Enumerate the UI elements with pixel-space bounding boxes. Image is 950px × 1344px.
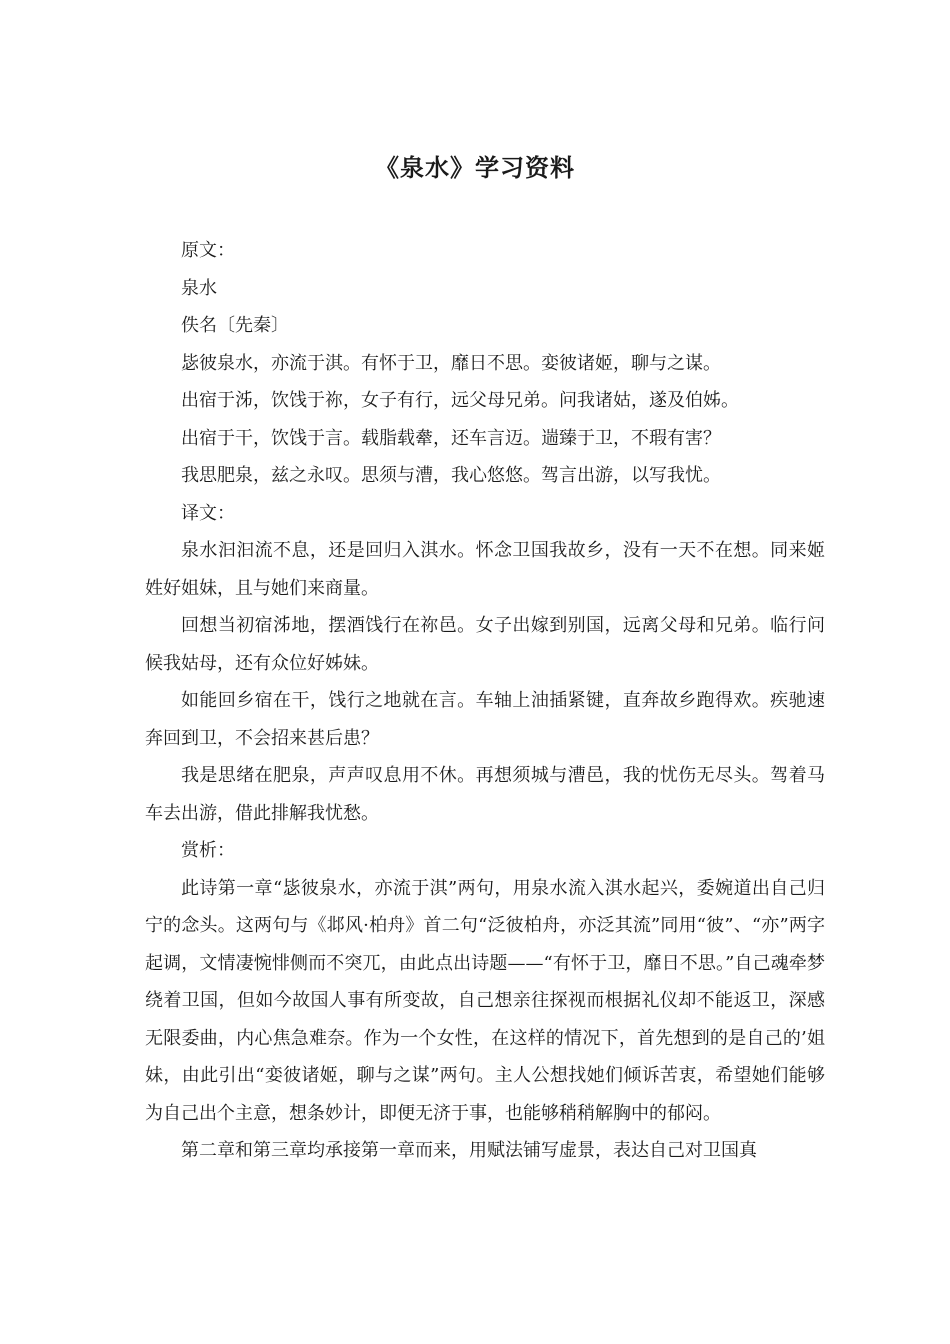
paragraph-translation-label: 译文： (181, 502, 235, 524)
document-title: 《泉水》学习资料 (375, 154, 575, 182)
paragraph-poem-stanza-1: 毖彼泉水，亦流于淇。有怀于卫，靡日不思。娈彼诸姬，聊与之谋。 (181, 352, 721, 374)
paragraph-appreciation-1: 此诗第一章“毖彼泉水，亦流于淇”两句，用泉水流入淇水起兴，委婉道出自己归宁的念头。这两句与《邶风·柏舟》首二句“泛彼柏舟，亦泛其流”同用“彼”、“亦”两字起调，文情凄惋悱侧而不突兀，由此点出诗题——“有怀于卫，靡日不思。”自己魂牵梦绕着卫国，但如今故国人事有所变故，自己想亲往探视而根据礼仪却不能返卫，深感无限委曲，内心焦急难奈。作为一个女性，在这样的情况下，首先想到的是自己的’姐妹，由此引出“娈彼诸姬，聊与之谋”两句。主人公想找她们倾诉苦衷，希望她们能够为自己出个主意，想条妙计，即便无济于事，也能够稍稍解胸中的郁闷。 (145, 877, 825, 1124)
paragraph-poem-author: 佚名〔先秦〕 (181, 315, 289, 336)
paragraph-translation-1: 泉水汩汩流不息，还是回归入淇水。怀念卫国我故乡，没有一天不在想。同来姬姓好姐妹，且与她们来商量。 (145, 540, 825, 599)
paragraph-appreciation-label: 赏析： (181, 840, 235, 861)
paragraph-poem-stanza-2: 出宿于泲，饮饯于祢，女子有行，远父母兄弟。问我诸姑，遂及伯姊。 (181, 390, 739, 411)
paragraph-translation-4: 我是思绪在肥泉，声声叹息用不休。再想须城与漕邑，我的忧伤无尽头。驾着马车去出游，借此排解我忧愁。 (145, 765, 825, 824)
paragraph-poem-title: 泉水 (181, 277, 217, 299)
paragraph-poem-stanza-3: 出宿于干，饮饯于言。载脂载舝，还车言迈。遄臻于卫，不瑕有害？ (181, 427, 721, 449)
paragraph-original-label: 原文： (181, 240, 235, 261)
paragraph-translation-2: 回想当初宿泲地，摆酒饯行在祢邑。女子出嫁到别国，远离父母和兄弟。临行问候我姑母，还有众位好姊妹。 (145, 615, 825, 674)
paragraph-poem-stanza-4: 我思肥泉，兹之永叹。思须与漕，我心悠悠。驾言出游，以写我忧。 (181, 465, 721, 486)
paragraph-translation-3: 如能回乡宿在干，饯行之地就在言。车轴上油插紧键，直奔故乡跑得欢。疾驰速奔回到卫，不会招来甚后患？ (145, 690, 825, 749)
paragraph-appreciation-2: 第二章和第三章均承接第一章而来，用赋法铺写虚景，表达自己对卫国真 (181, 1140, 757, 1161)
document-body (145, 232, 825, 1170)
